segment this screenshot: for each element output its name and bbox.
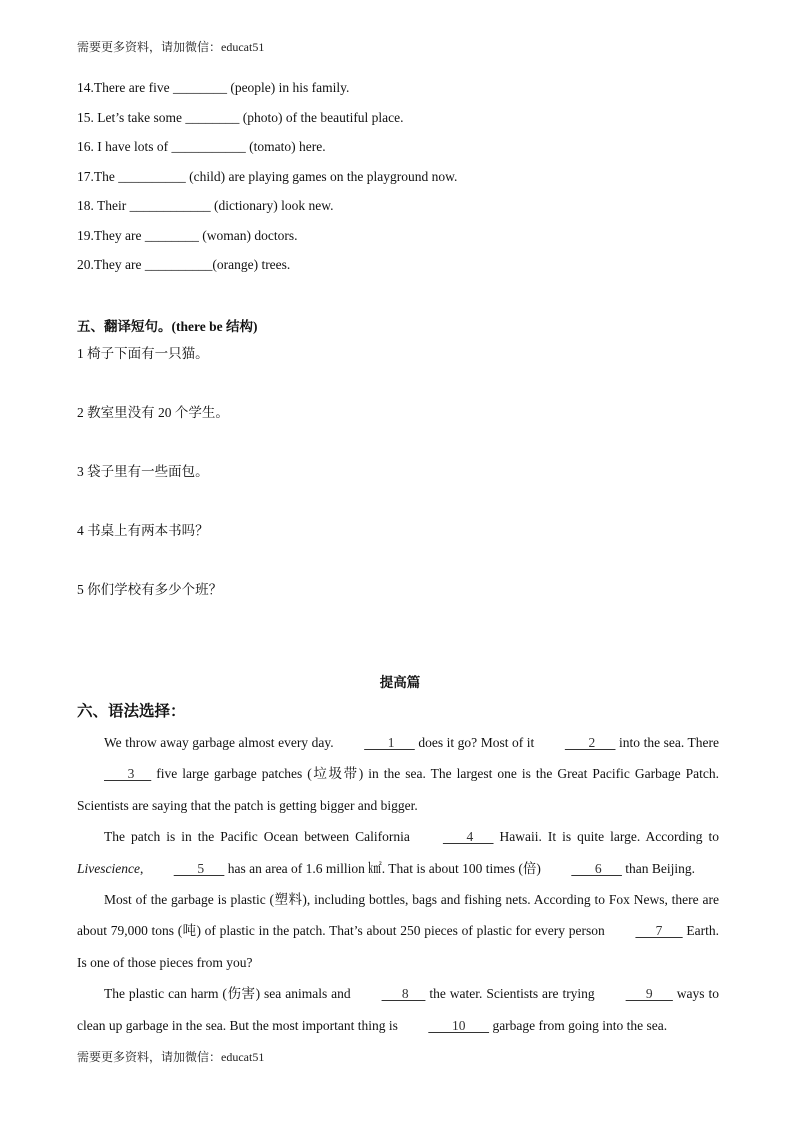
- translation-item: 4 书桌上有两本书吗？: [77, 523, 209, 538]
- blank-8: 8: [381, 986, 426, 1002]
- cloze-passage: [77, 727, 719, 1041]
- word-form-exercises: [77, 78, 737, 285]
- exercise-item: 20.They are __________(orange) trees.: [77, 257, 291, 272]
- blank-10: 10: [428, 1017, 490, 1033]
- page-header-note: 需要更多资料，请加微信：educat51: [77, 40, 265, 54]
- passage-text: The patch is in the Pacific Ocean between California: [104, 829, 416, 845]
- passage-text: has an area of 1.6 million ㎢. That is about 100 times (倍): [224, 860, 545, 876]
- passage-text: into the sea. There: [615, 735, 720, 750]
- section6-title: 六、语法选择：: [77, 703, 186, 720]
- passage-text: ,: [139, 860, 147, 876]
- exercise-item: 17.The __________ (child) are playing games on the playground now.: [77, 168, 458, 184]
- page-footer-note: 需要更多资料，请加微信：educat51: [77, 1050, 265, 1064]
- exercise-item: 14.There are five ________ (people) in his family.: [77, 80, 350, 95]
- passage-text: garbage from going into the sea.: [489, 1017, 668, 1033]
- exercise-item: 16. I have lots of ___________ (tomato) here.: [77, 139, 326, 154]
- exercise-item: 18. Their ____________ (dictionary) look new.: [77, 198, 334, 213]
- blank-2: 2: [564, 735, 616, 750]
- translation-item: 1 椅子下面有一只猫。: [77, 346, 209, 361]
- passage-paragraph-3: [77, 884, 719, 978]
- translation-item: 3 袋子里有一些面包。: [77, 464, 209, 479]
- passage-text: five large garbage patches (垃圾带) in the sea. The largest one is the Great Pacific Garbage Patch. Scientists are saying that the patch is getting bigger and bigger.: [77, 766, 719, 813]
- blank-1: 1: [364, 735, 415, 750]
- passage-text: ways to clean up garbage in the sea. But the most important thing is: [77, 986, 719, 1033]
- blank-4: 4: [442, 829, 494, 845]
- translation-item: 5 你们学校有多少个班？: [77, 582, 223, 597]
- translation-item: 2 教室里没有 20 个学生。: [77, 405, 229, 420]
- blank-3: 3: [104, 766, 152, 782]
- passage-paragraph-2: [77, 821, 719, 884]
- passage-text: does it go? Most of it: [414, 735, 538, 750]
- source-name: Livescience: [77, 860, 140, 876]
- section5-title: 五、翻译短句。(there be 结构): [77, 319, 258, 334]
- passage-text: the water. Scientists are trying: [425, 986, 599, 1002]
- improve-section-title: 提高篇: [379, 675, 421, 690]
- passage-paragraph-4: [77, 978, 719, 1041]
- passage-paragraph-1: [77, 727, 719, 821]
- exercise-item: 19.They are ________ (woman) doctors.: [77, 227, 298, 243]
- passage-text: We throw away garbage almost every day.: [104, 735, 338, 750]
- exercise-item: 15. Let’s take some ________ (photo) of the beautiful place.: [77, 109, 404, 125]
- blank-6: 6: [571, 860, 622, 876]
- blank-9: 9: [625, 986, 673, 1002]
- translation-items: [77, 344, 737, 639]
- blank-7: 7: [635, 923, 683, 939]
- passage-text: than Beijing.: [621, 860, 696, 876]
- passage-text: The plastic can harm (伤害) sea animals and: [104, 986, 355, 1002]
- blank-5: 5: [173, 860, 225, 876]
- passage-text: Hawaii. It is quite large. According to: [493, 829, 719, 845]
- passage-text: Earth. Is one of those pieces from you?: [77, 923, 719, 970]
- passage-text: Most of the garbage is plastic (塑料), including bottles, bags and fishing nets. According to Fox News, there are about 79,000 tons (吨) of plastic in the patch. That’s about 250 pieces of plastic for every person: [77, 892, 719, 939]
